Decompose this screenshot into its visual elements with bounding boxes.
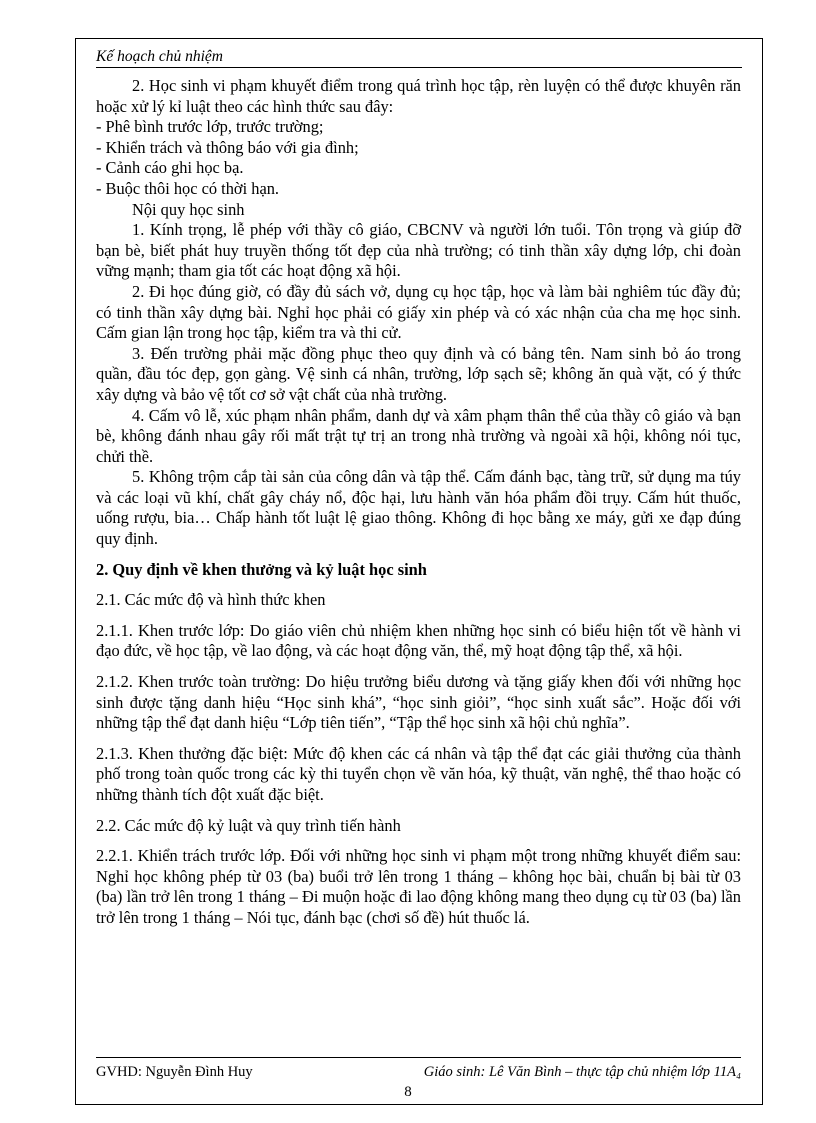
rule-paragraph: 1. Kính trọng, lễ phép với thầy cô giáo, CBCNV và người lớn tuổi. Tôn trọng và giúp đỡ bạn bè, biết phát huy truyền thống tốt đẹp của nhà trường; có tinh thần xây dựng lớp, chi đoàn vững mạnh; tham gia tốt các hoạt động xã hội. — [96, 220, 741, 281]
rule-paragraph: 2. Đi học đúng giờ, có đầy đủ sách vở, dụng cụ học tập, học và làm bài nghiêm túc đầy đủ; có tinh thần xây dựng bài. Nghỉ học phải có giấy xin phép và có xác nhận của cha mẹ học sinh. Cấm gian lận trong học tập, kiểm tra và thi cử. — [96, 281, 741, 343]
rule-paragraph: 5. Không trộm cắp tài sản của công dân và tập thể. Cấm đánh bạc, tàng trữ, sử dụng ma túy và các loại vũ khí, chất gây cháy nổ, độc hại, lưu hành văn hóa phẩm đồi trụy. Cấm hút thuốc, uống rượu, bia… Chấp hành tốt luật lệ giao thông. Không đi học bằng xe máy, gửi xe đạp đúng quy định. — [96, 467, 741, 549]
page-number: 8 — [404, 1084, 412, 1100]
paragraph: 2.1.3. Khen thưởng đặc biệt: Mức độ khen các cá nhân và tập thể đạt các giải thưởng của thành phố trong toàn quốc trong các kỳ thi tuyển chọn về văn hóa, kỹ thuật, văn nghệ, thể thao hoặc có những thành tích đột xuất đặc biệt. — [96, 743, 741, 804]
list-item: - Buộc thôi học có thời hạn. — [96, 178, 280, 198]
paragraph: 2.1.1. Khen trước lớp: Do giáo viên chủ nhiệm khen những học sinh có biểu hiện tốt về hành vi đạo đức, về học tập, về lao động, và các hoạt động văn, thể, mỹ hoạt động tập thể, xã hội. — [96, 620, 741, 661]
subsection-heading: 2.1. Các mức độ và hình thức khen — [96, 590, 326, 610]
page-footer — [96, 1057, 741, 1084]
document-body — [96, 76, 741, 929]
list-item: - Khiển trách và thông báo với gia đình; — [96, 137, 359, 157]
paragraph: 2.2.1. Khiển trách trước lớp. Đối với những học sinh vi phạm một trong những khuyết điểm sau: Nghỉ học không phép từ 03 (ba) buổi trở lên trong 1 tháng – không học bài, chuẩn bị bài từ 03 (ba) lần trở lên trong 1 tháng – Đi muộn hoặc đi lao động không mang theo dụng cụ từ 03 (ba) lần trở lên trong 1 tháng – Nói tục, đánh bạc (chơi số đề) hút thuốc lá. — [96, 846, 741, 927]
page-header: Kế hoạch chủ nhiệm — [96, 48, 742, 68]
paragraph-discipline-intro: 2. Học sinh vi phạm khuyết điểm trong quá trình học tập, rèn luyện có thể được khuyên răn hoặc xử lý kỉ luật theo các hình thức sau đây: — [96, 76, 741, 116]
list-item: - Phê bình trước lớp, trước trường; — [96, 117, 324, 137]
rule-paragraph: 3. Đến trường phải mặc đồng phục theo quy định và có bảng tên. Nam sinh bỏ áo trong quần, đầu tóc đẹp, gọn gàng. Vệ sinh cá nhân, trường, lớp sạch sẽ; không ăn quà vặt, có ý thức xây dựng và bảo vệ tốt cơ sở vật chất của nhà trường. — [96, 343, 741, 404]
footer-supervisor: GVHD: Nguyễn Đình Huy — [96, 1064, 253, 1080]
rules-heading: Nội quy học sinh — [132, 199, 245, 219]
subsection-heading: 2.2. Các mức độ kỷ luật và quy trình tiến hành — [96, 815, 401, 835]
section-heading: 2. Quy định về khen thưởng và kỷ luật học sinh — [96, 559, 427, 579]
paragraph: 2.1.2. Khen trước toàn trường: Do hiệu trưởng biểu dương và tặng giấy khen đối với những học sinh được tặng danh hiệu “Học sinh khá”, “học sinh giỏi”, “học sinh xuất sắc”. Hoặc đối với những tập thể đạt danh hiệu “Lớp tiên tiến”, “Tập thể học sinh xã hội chủ nghĩa”. — [96, 672, 741, 733]
list-item: - Cảnh cáo ghi học bạ. — [96, 158, 244, 178]
rule-paragraph: 4. Cấm vô lễ, xúc phạm nhân phẩm, danh dự và xâm phạm thân thể của thầy cô giáo và bạn bè, không đánh nhau gây rối mất trật tự trị an trong nhà trường và ngoài xã hội, không nói tục, chửi thề. — [96, 405, 741, 466]
footer-student-teacher: Giáo sinh: Lê Văn Bình – thực tập chủ nhiệm lớp 11A₄ — [423, 1064, 741, 1080]
